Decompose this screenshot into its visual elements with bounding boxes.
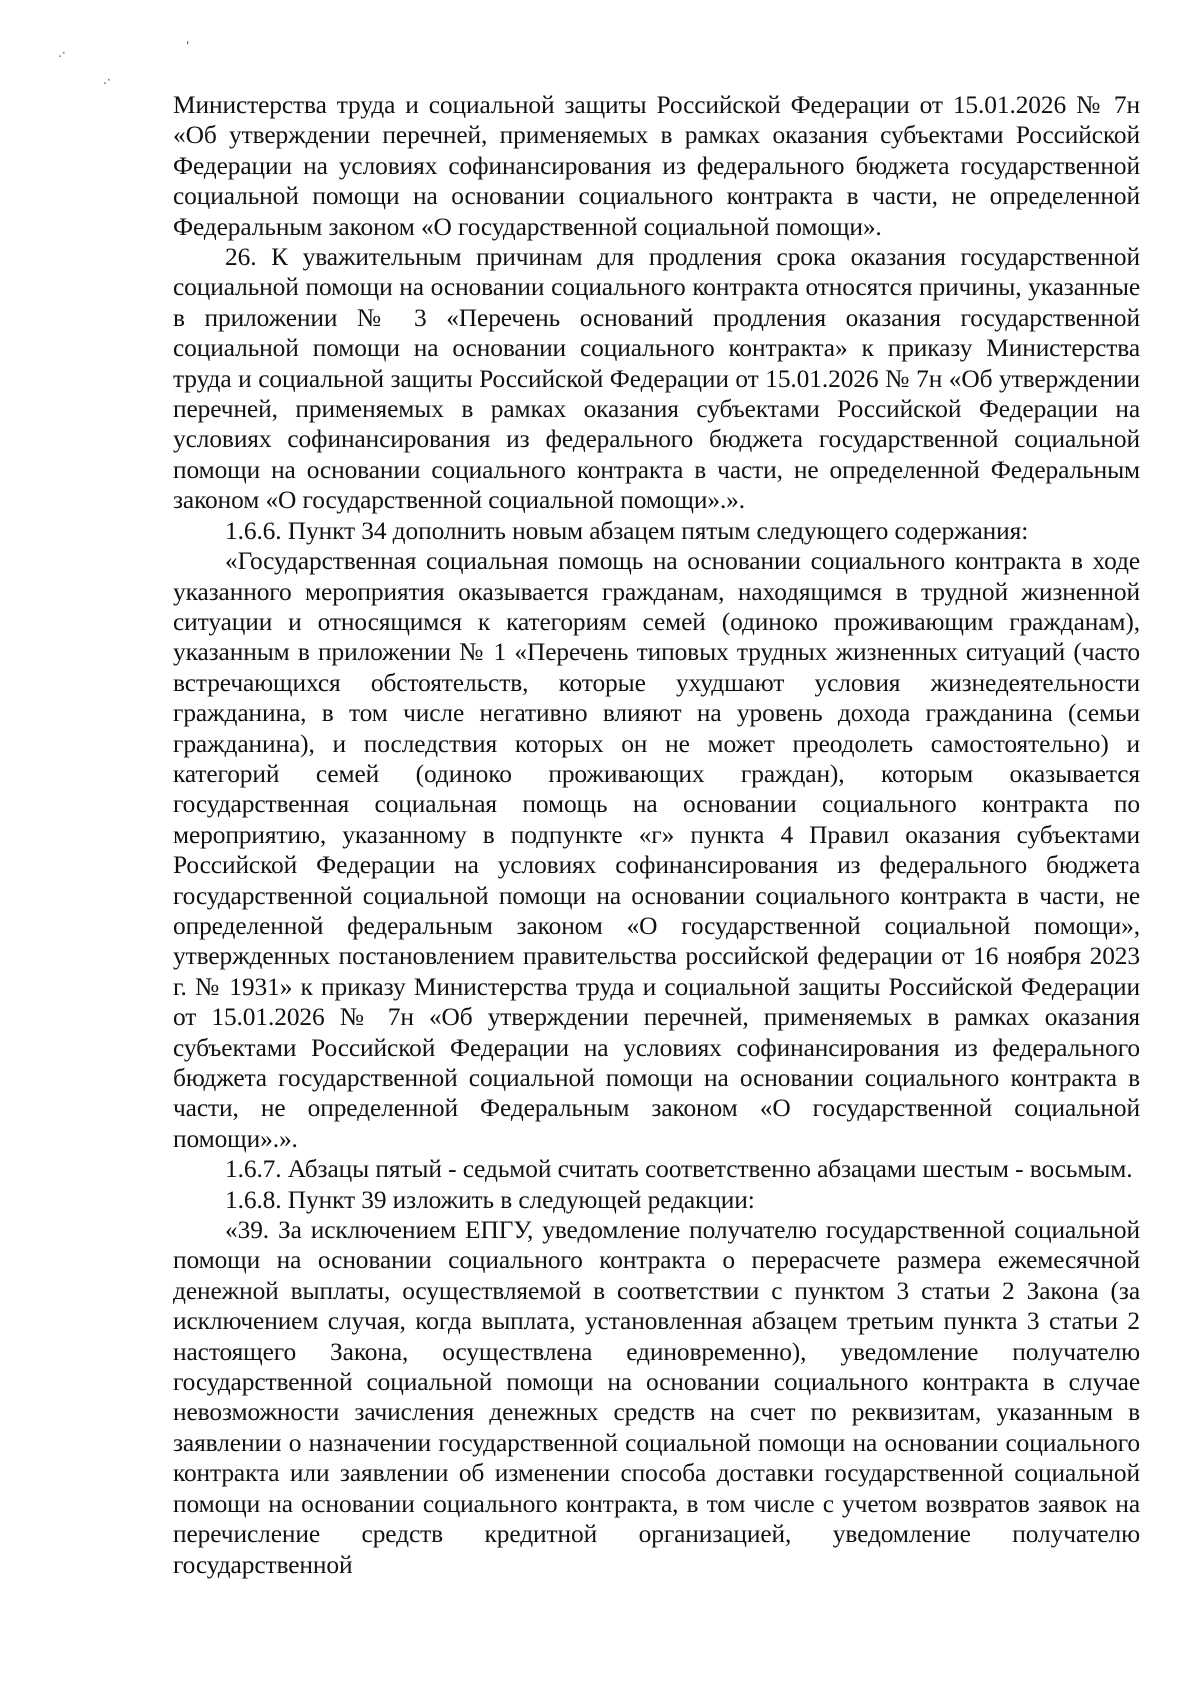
- paragraph-continuation: Министерства труда и социальной защиты Российской Федерации от 15.01.2026 № 7н «Об утверждении перечней, применяемых в рамках оказания субъектами Российской Федерации на условиях софинансирования из федерального бюджета государственной социальной помощи на основании социального контракта в части, не определенной Федеральным законом «О государственной социальной помощи».: [173, 91, 1140, 241]
- paragraph-item-39: «39. За исключением ЕПГУ, уведомление получателю государственной социальной помощи на основании социального контракта о перерасчете размера ежемесячной денежной выплаты, осуществляемой в соответствии с пунктом 3 статьи 2 Закона (за исключением случая, когда выплата, установленная абзацем третьим пункта 3 статьи 2 настоящего Закона, осуществлена единовременно), уведомление получателю государственной социальной помощи на основании социального контракта в случае невозможности зачисления денежных средств на счет по реквизитам, указанным в заявлении о назначении государственной социальной помощи на основании социального контракта или заявлении об изменении способа доставки государственной социальной помощи на основании социального контракта, в том числе с учетом возвратов заявок на перечисление средств кредитной организацией, уведомление получателю государственной: [173, 1216, 1140, 1579]
- paragraph-quoted-insertion: «Государственная социальная помощь на основании социального контракта в ходе указанного мероприятия оказывается гражданам, находящимся в трудной жизненной ситуации и относящимся к категориям семей (одиноко проживающим гражданам), указанным в приложении № 1 «Перечень типовых трудных жизненных ситуаций (часто встречающихся обстоятельств, которые ухудшают условия жизнедеятельности гражданина, в том числе негативно влияют на уровень дохода гражданина (семьи гражданина), и последствия которых он не может преодолеть самостоятельно) и категорий семей (одиноко проживающих граждан), которым оказывается государственная социальная помощь на основании социального контракта по мероприятию, указанному в подпункте «г» пункта 4 Правил оказания субъектами Российской Федерации на условиях софинансирования из федерального бюджета государственной социальной помощи на основании социального контракта в части, не определенной федеральным законом «О государственной социальной помощи», утвержденных постановлением правительства российской федерации от 16 ноября 2023 г. № 1931» к приказу Министерства труда и социальной защиты Российской Федерации от 15.01.2026 № 7н «Об утверждении перечней, применяемых в рамках оказания субъектами Российской Федерации на условиях софинансирования из федерального бюджета государственной социальной помощи на основании социального контракта в части, не определенной Федеральным законом «О государственной социальной помощи».».: [173, 547, 1140, 1153]
- scan-artifact-mark: ': [186, 39, 190, 53]
- paragraph-1-6-6: 1.6.6. Пункт 34 дополнить новым абзацем пятым следующего содержания:: [225, 516, 1029, 545]
- paragraph-1-6-8: 1.6.8. Пункт 39 изложить в следующей редакции:: [225, 1185, 755, 1214]
- paragraph-item-26: 26. К уважительным причинам для продления срока оказания государственной социальной помощи на основании социального контракта относятся причины, указанные в приложении № 3 «Перечень оснований продления оказания государственной социальной помощи на основании социального контракта» к приказу Министерства труда и социальной защиты Российской Федерации от 15.01.2026 № 7н «Об утверждении перечней, применяемых в рамках оказания субъектами Российской Федерации на условиях софинансирования из федерального бюджета государственной социальной помощи на основании социального контракта в части, не определенной Федеральным законом «О государственной социальной помощи».».: [173, 243, 1140, 515]
- scan-artifact-mark: .·: [58, 46, 66, 60]
- paragraph-1-6-7: 1.6.7. Абзацы пятый - седьмой считать соответственно абзацами шестым - восьмым.: [225, 1155, 1133, 1184]
- document-body: [173, 90, 1140, 1580]
- scan-artifact-mark: .·: [103, 73, 111, 87]
